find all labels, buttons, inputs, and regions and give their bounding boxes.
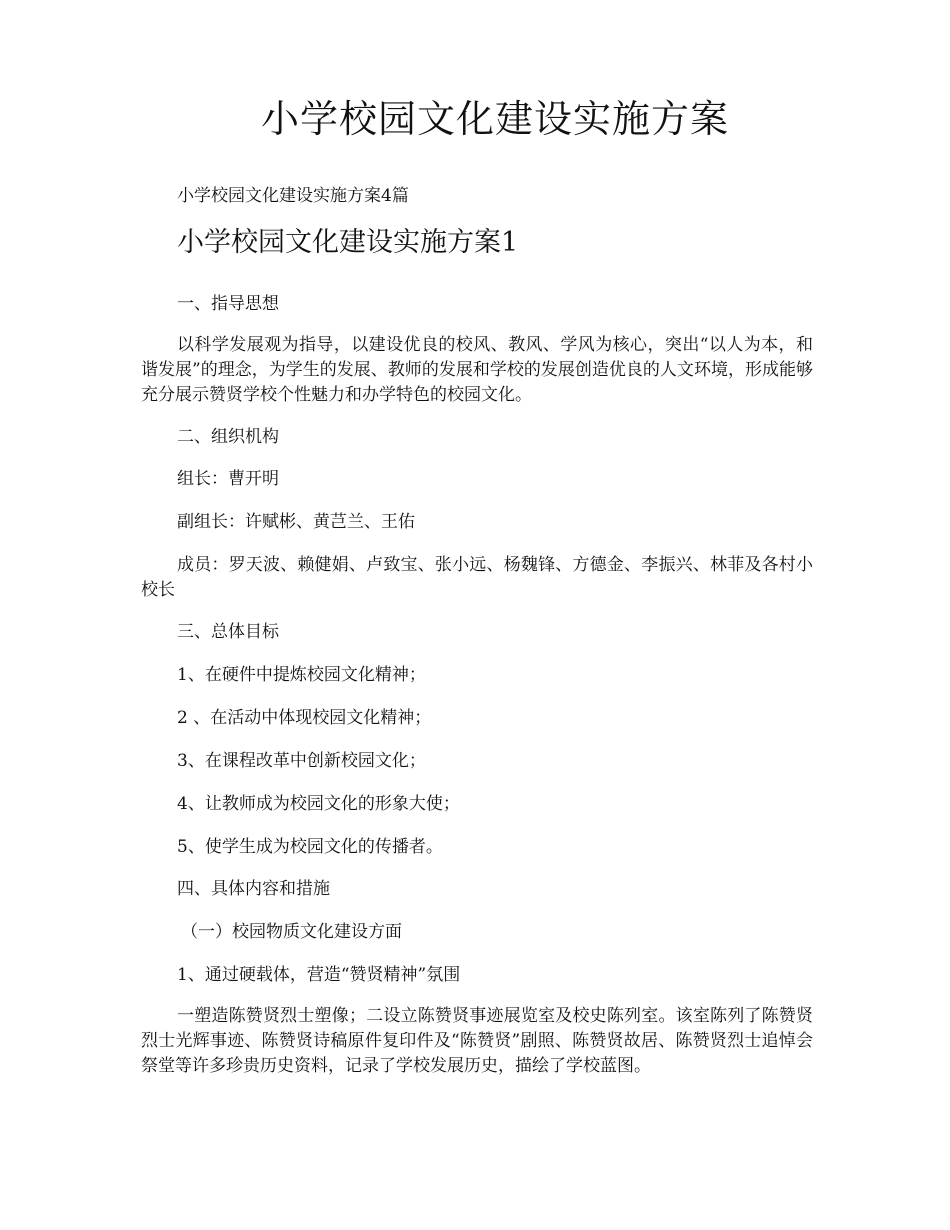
heading-content-measures: 四、具体内容和措施: [177, 879, 330, 899]
item-hard-carrier: 1、通过硬载体，营造“赞贤精神”氛围: [177, 965, 461, 985]
goal-item: 2 、在活动中体现校园文化精神；: [177, 708, 432, 728]
members-paragraph: 成员：罗天波、赖健娟、卢致宝、张小远、杨魏锋、方德金、李振兴、林菲及各村小校长: [141, 555, 813, 600]
leader-line: 组长：曹开明: [177, 469, 279, 489]
paragraph-memorial: 一塑造陈赞贤烈士塑像；二设立陈赞贤事迹展览室及校史陈列室。该室陈列了陈赞贤烈士光辉事迹、陈赞贤诗稿原件复印件及“陈赞贤”剧照、陈赞贤故居、陈赞贤烈士追悼会祭堂等许多珍贵历史资料，记录了学校发展历史，描绘了学校蓝图。: [141, 1006, 813, 1076]
heading-overall-goals: 三、总体目标: [177, 622, 279, 642]
heading-organization: 二、组织机构: [177, 427, 279, 447]
goal-item: 1、在硬件中提炼校园文化精神；: [177, 665, 426, 685]
document-subtitle: 小学校园文化建设实施方案4篇: [177, 186, 409, 206]
goal-item: 4、让教师成为校园文化的形象大使；: [177, 794, 460, 814]
section-heading: 小学校园文化建设实施方案1: [177, 227, 519, 258]
sub-heading-material-culture: （一）校园物质文化建设方面: [181, 922, 402, 942]
paragraph-guiding-ideology: 以科学发展观为指导，以建设优良的校风、教风、学风为核心，突出“以人为本，和谐发展”的理念，为学生的发展、教师的发展和学校的发展创造优良的人文环境，形成能够充分展示赞贤学校个性魅力和办学特色的校园文化。: [141, 335, 813, 405]
deputy-leaders-line: 副组长：许赋彬、黄芑兰、王佑: [177, 512, 415, 532]
goal-item: 3、在课程改革中创新校园文化；: [177, 751, 426, 771]
document-title: 小学校园文化建设实施方案: [260, 97, 729, 141]
goal-item: 5、使学生成为校园文化的传播者。: [177, 837, 443, 857]
heading-guiding-ideology: 一、指导思想: [177, 294, 279, 314]
